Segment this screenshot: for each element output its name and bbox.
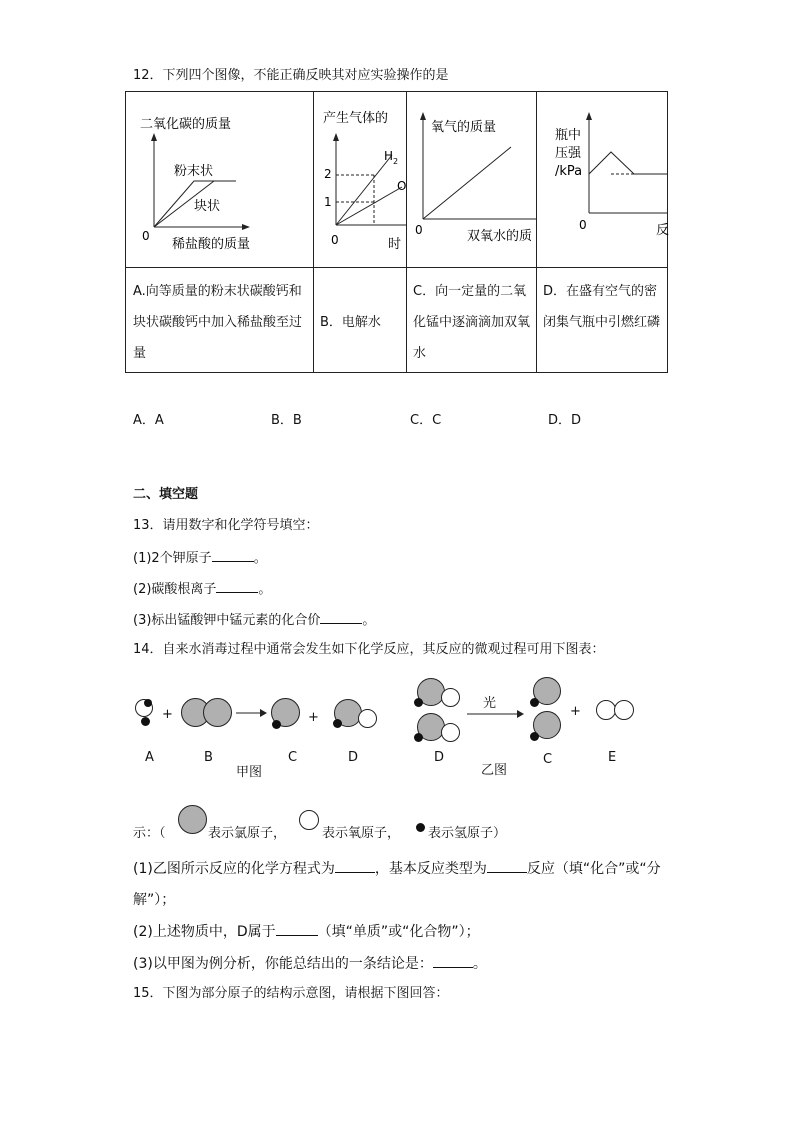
caption-c: C．向一定量的二氧化锰中逐滴滴加双氧水 [413, 284, 531, 361]
q14-part-1 [133, 860, 661, 878]
oxygen-atom [614, 700, 634, 720]
graph-a-line-powder: 粉末状 [174, 164, 214, 179]
q13-part-2 [133, 580, 271, 598]
q13-part-1 [133, 549, 267, 567]
hydrogen-atom [333, 719, 342, 728]
oxygen-atom [596, 700, 616, 720]
graph-b-label-h2-sub: 2 [393, 157, 399, 166]
graph-c [407, 92, 536, 267]
arrow-icon [236, 706, 268, 720]
q15-stem: 15．下图为部分原子的结构示意图，请根据下图回答： [133, 986, 449, 1001]
graph-c-xlabel: 双氧水的质 [467, 229, 533, 244]
graph-a [126, 92, 313, 267]
option-a[interactable]: A．A [133, 413, 164, 428]
diagram-jia-caption: 甲图 [236, 765, 263, 780]
graph-d [537, 92, 670, 267]
graph-b-label-o2: O [397, 179, 407, 193]
q14-part-2 [133, 923, 480, 941]
graph-d-origin: 0 [579, 218, 587, 232]
light-label: 光 [483, 696, 497, 711]
q14-part-3 [133, 955, 487, 973]
answer-blank[interactable] [335, 860, 375, 873]
q14-p1-text: (1)乙图所示反应的化学方程式为 [133, 861, 335, 877]
option-d[interactable]: D．D [548, 413, 582, 428]
q14-p2-text-2: （填“单质”或“化合物”）； [317, 924, 480, 940]
legend-prefix: 示：（ [133, 826, 166, 841]
hydrogen-atom [414, 733, 423, 742]
hydrogen-atom [272, 720, 281, 729]
option-b[interactable]: B．B [271, 413, 302, 428]
plus-sign: + [308, 710, 319, 725]
q14-p3-text: (3)以甲图为例分析，你能总结出的一条结论是： [133, 956, 433, 972]
graph-b-label-h2: H [384, 149, 394, 163]
q13-p2-text: (2)碳酸根离子 [133, 582, 217, 597]
answer-blank[interactable] [320, 611, 362, 624]
label-d: D [434, 750, 445, 765]
label-d: D [348, 750, 359, 765]
q13-p2-end: 。 [258, 582, 272, 597]
caption-d: D．在盛有空气的密闭集气瓶中引燃红磷 [543, 284, 661, 330]
graph-b-ylabel: 产生气体的 [323, 111, 389, 126]
q14-stem: 14．自来水消毒过程中通常会发生如下化学反应，其反应的微观过程可用下图表： [133, 642, 605, 657]
plus-sign: + [162, 707, 173, 722]
row-divider [126, 267, 667, 268]
answer-blank[interactable] [212, 549, 254, 562]
q14-p1-text-2: ，基本反应类型为 [374, 861, 487, 877]
q13-part-3 [133, 611, 375, 629]
answer-blank[interactable] [433, 955, 473, 968]
oxygen-atom-icon [299, 810, 319, 830]
caption-a: A.向等质量的粉末状碳酸钙和块状碳酸钙中加入稀盐酸至过量 [133, 284, 303, 361]
q13-p3-end: 。 [362, 613, 376, 628]
graph-a-ylabel: 二氧化碳的质量 [140, 117, 232, 132]
graph-b-tick-1: 1 [324, 195, 332, 209]
hydrogen-atom [414, 698, 423, 707]
chlorine-atom-icon [178, 805, 207, 834]
graph-d-ylabel-2: 压强 [555, 146, 582, 161]
graph-b-xlabel: 时 [388, 237, 402, 252]
q14-part-1-cont: 解”）； [133, 892, 176, 908]
legend-o: 表示氧原子， [322, 826, 401, 841]
graph-c-ylabel: 氧气的质量 [431, 120, 497, 135]
graph-b-origin: 0 [331, 233, 339, 247]
q12-table [125, 91, 668, 373]
q13-p3-text: (3)标出锰酸钾中锰元素的化合价 [133, 613, 321, 628]
oxygen-atom [441, 723, 460, 742]
answer-blank[interactable] [487, 860, 527, 873]
hydrogen-atom-icon [416, 823, 425, 832]
hydrogen-atom [144, 699, 152, 707]
plus-sign: + [570, 704, 581, 719]
legend-cl: 表示氯原子， [208, 826, 287, 841]
caption-b: B．电解水 [320, 315, 381, 330]
label-c: C [543, 752, 553, 767]
q13-stem: 13．请用数字和化学符号填空： [133, 518, 319, 533]
q14-p3-end: 。 [472, 956, 487, 972]
q13-p1-end: 。 [253, 551, 267, 566]
label-e: E [608, 750, 617, 765]
option-c[interactable]: C．C [410, 413, 442, 428]
hydrogen-atom [141, 717, 150, 726]
answer-blank[interactable] [276, 923, 318, 936]
q14-p2-text: (2)上述物质中，D属于 [133, 924, 276, 940]
graph-a-xlabel: 稀盐酸的质量 [172, 237, 251, 252]
legend-h: 表示氢原子） [428, 826, 507, 841]
graph-a-origin: 0 [142, 229, 150, 243]
hydrogen-atom [530, 732, 539, 741]
graph-b [314, 92, 406, 267]
oxygen-atom [441, 688, 460, 707]
q14-p1-text-3: 反应（填“化合”或“分 [526, 861, 661, 877]
hydrogen-atom [530, 698, 539, 707]
q12-stem: 12．下列四个图像，不能正确反映其对应实验操作的是 [133, 68, 449, 83]
answer-blank[interactable] [216, 580, 258, 593]
oxygen-atom [358, 709, 377, 728]
label-a: A [145, 750, 154, 765]
chlorine-atom [203, 698, 232, 727]
section-title: 二、填空题 [133, 487, 199, 502]
graph-d-xlabel: 反 [656, 223, 670, 238]
label-b: B [204, 750, 213, 765]
arrow-icon [467, 707, 525, 721]
q13-p1-text: (1)2个钾原子 [133, 551, 212, 566]
graph-d-ylabel-3: /kPa [555, 164, 583, 179]
diagram-yi-caption: 乙图 [481, 763, 508, 778]
graph-b-tick-2: 2 [324, 167, 332, 181]
graph-d-ylabel-1: 瓶中 [555, 128, 582, 143]
graph-a-line-block: 块状 [194, 199, 221, 214]
graph-c-origin: 0 [415, 223, 423, 237]
label-c: C [288, 750, 298, 765]
